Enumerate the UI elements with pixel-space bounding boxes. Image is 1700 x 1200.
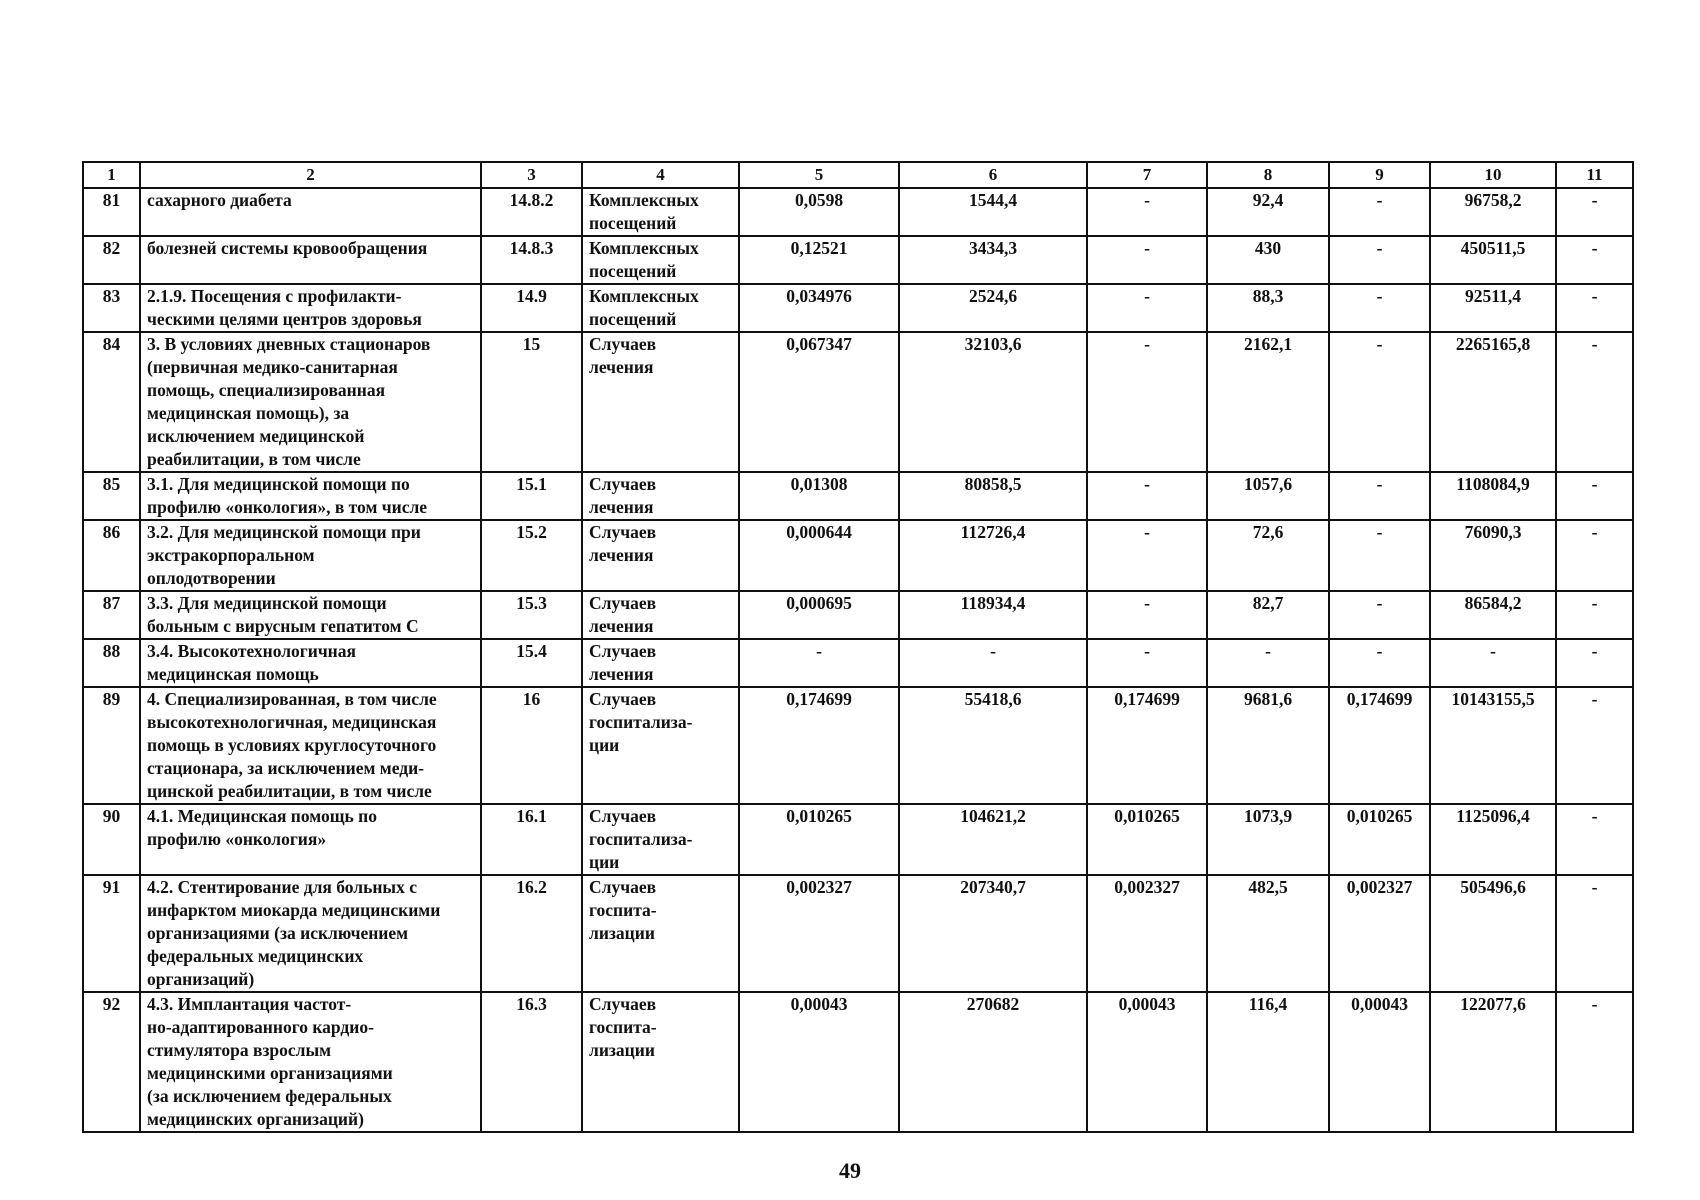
cell-col-10: 96758,2: [1430, 188, 1556, 236]
cell-col-5: 0,000644: [739, 520, 899, 591]
page-number: 49: [839, 1158, 861, 1183]
row-indicator-name: 2.1.9. Посещения с профилакти- ческими целями центров здоровья: [140, 284, 481, 332]
row-unit: Случаев лечения: [582, 332, 739, 472]
table-row: [83, 472, 1633, 520]
row-indicator-name: 3.4. Высокотехнологичная медицинская помощь: [140, 639, 481, 687]
table-row: [83, 520, 1633, 591]
row-number: 81: [83, 188, 140, 236]
row-unit: Случаев лечения: [582, 472, 739, 520]
row-code: 15.3: [481, 591, 582, 639]
cell-col-11: -: [1556, 591, 1633, 639]
cell-col-8: 72,6: [1207, 520, 1329, 591]
cell-col-8: -: [1207, 639, 1329, 687]
row-number: 89: [83, 687, 140, 804]
cell-col-10: 86584,2: [1430, 591, 1556, 639]
cell-col-7: -: [1087, 188, 1207, 236]
table-row: [83, 591, 1633, 639]
cell-col-6: 118934,4: [899, 591, 1087, 639]
cell-col-5: 0,0598: [739, 188, 899, 236]
cell-col-10: 10143155,5: [1430, 687, 1556, 804]
cell-col-7: -: [1087, 332, 1207, 472]
row-unit: Случаев лечения: [582, 520, 739, 591]
cell-col-8: 9681,6: [1207, 687, 1329, 804]
row-unit: Комплексных посещений: [582, 188, 739, 236]
cell-col-6: 104621,2: [899, 804, 1087, 875]
cell-col-8: 1057,6: [1207, 472, 1329, 520]
row-code: 16.1: [481, 804, 582, 875]
cell-col-9: 0,174699: [1329, 687, 1430, 804]
cell-col-7: -: [1087, 236, 1207, 284]
row-number: 86: [83, 520, 140, 591]
cell-col-10: -: [1430, 639, 1556, 687]
table-row: [83, 236, 1633, 284]
cell-col-6: 207340,7: [899, 875, 1087, 992]
row-indicator-name: 3.1. Для медицинской помощи по профилю «онкология», в том числе: [140, 472, 481, 520]
cell-col-11: -: [1556, 875, 1633, 992]
row-code: 14.8.3: [481, 236, 582, 284]
cell-col-9: 0,010265: [1329, 804, 1430, 875]
row-indicator-name: 3.3. Для медицинской помощи больным с вирусным гепатитом С: [140, 591, 481, 639]
row-unit: Случаев госпитализа- ции: [582, 804, 739, 875]
cell-col-11: -: [1556, 332, 1633, 472]
cell-col-5: 0,12521: [739, 236, 899, 284]
row-code: 14.9: [481, 284, 582, 332]
cell-col-7: -: [1087, 520, 1207, 591]
table-row: [83, 804, 1633, 875]
row-code: 16: [481, 687, 582, 804]
cell-col-8: 2162,1: [1207, 332, 1329, 472]
header-row: [83, 162, 1633, 188]
row-indicator-name: болезней системы кровообращения: [140, 236, 481, 284]
column-header: 8: [1207, 162, 1329, 188]
cell-col-6: 1544,4: [899, 188, 1087, 236]
cell-col-10: 450511,5: [1430, 236, 1556, 284]
cell-col-11: -: [1556, 284, 1633, 332]
cell-col-9: 0,002327: [1329, 875, 1430, 992]
cell-col-8: 1073,9: [1207, 804, 1329, 875]
table-body: [83, 188, 1633, 1132]
cell-col-9: -: [1329, 591, 1430, 639]
cell-col-7: 0,010265: [1087, 804, 1207, 875]
row-number: 82: [83, 236, 140, 284]
cell-col-6: 3434,3: [899, 236, 1087, 284]
cell-col-11: -: [1556, 992, 1633, 1132]
row-number: 84: [83, 332, 140, 472]
row-unit: Комплексных посещений: [582, 284, 739, 332]
cell-col-8: 92,4: [1207, 188, 1329, 236]
cell-col-5: 0,01308: [739, 472, 899, 520]
row-unit: Комплексных посещений: [582, 236, 739, 284]
cell-col-10: 92511,4: [1430, 284, 1556, 332]
row-code: 16.3: [481, 992, 582, 1132]
cell-col-9: -: [1329, 332, 1430, 472]
cell-col-5: 0,067347: [739, 332, 899, 472]
table-row: [83, 188, 1633, 236]
row-unit: Случаев лечения: [582, 591, 739, 639]
column-header: 1: [83, 162, 140, 188]
row-indicator-name: 4.2. Стентирование для больных с инфарктом миокарда медицинскими организациями (за исключением федеральных медицинских организаций): [140, 875, 481, 992]
row-indicator-name: сахарного диабета: [140, 188, 481, 236]
cell-col-5: 0,174699: [739, 687, 899, 804]
column-header: 9: [1329, 162, 1430, 188]
cell-col-10: 1125096,4: [1430, 804, 1556, 875]
cell-col-10: 2265165,8: [1430, 332, 1556, 472]
cell-col-10: 122077,6: [1430, 992, 1556, 1132]
cell-col-7: -: [1087, 591, 1207, 639]
cell-col-11: -: [1556, 687, 1633, 804]
row-indicator-name: 4.3. Имплантация частот- но-адаптированного кардио- стимулятора взрослым медицинскими организациями (за исключением федеральных медицинских организаций): [140, 992, 481, 1132]
cell-col-7: -: [1087, 472, 1207, 520]
row-code: 15.4: [481, 639, 582, 687]
data-table: [82, 161, 1634, 1133]
cell-col-5: 0,000695: [739, 591, 899, 639]
row-number: 91: [83, 875, 140, 992]
cell-col-11: -: [1556, 188, 1633, 236]
row-code: 15.1: [481, 472, 582, 520]
cell-col-7: 0,174699: [1087, 687, 1207, 804]
cell-col-5: -: [739, 639, 899, 687]
row-number: 90: [83, 804, 140, 875]
column-header: 7: [1087, 162, 1207, 188]
table-row: [83, 639, 1633, 687]
cell-col-9: -: [1329, 188, 1430, 236]
cell-col-6: 55418,6: [899, 687, 1087, 804]
cell-col-6: 32103,6: [899, 332, 1087, 472]
cell-col-10: 76090,3: [1430, 520, 1556, 591]
cell-col-8: 430: [1207, 236, 1329, 284]
cell-col-7: 0,002327: [1087, 875, 1207, 992]
cell-col-6: 112726,4: [899, 520, 1087, 591]
cell-col-8: 482,5: [1207, 875, 1329, 992]
cell-col-8: 116,4: [1207, 992, 1329, 1132]
cell-col-9: -: [1329, 236, 1430, 284]
cell-col-7: -: [1087, 284, 1207, 332]
column-header: 10: [1430, 162, 1556, 188]
row-number: 87: [83, 591, 140, 639]
row-number: 92: [83, 992, 140, 1132]
cell-col-11: -: [1556, 236, 1633, 284]
column-header: 11: [1556, 162, 1633, 188]
row-unit: Случаев лечения: [582, 639, 739, 687]
row-code: 14.8.2: [481, 188, 582, 236]
cell-col-5: 0,034976: [739, 284, 899, 332]
table-row: [83, 332, 1633, 472]
cell-col-5: 0,010265: [739, 804, 899, 875]
column-header: 6: [899, 162, 1087, 188]
row-indicator-name: 4. Специализированная, в том числе высокотехнологичная, медицинская помощь в условиях круглосуточного стационара, за исключением меди- цинской реабилитации, в том числе: [140, 687, 481, 804]
row-code: 15: [481, 332, 582, 472]
cell-col-8: 82,7: [1207, 591, 1329, 639]
cell-col-5: 0,00043: [739, 992, 899, 1132]
row-number: 88: [83, 639, 140, 687]
row-number: 83: [83, 284, 140, 332]
cell-col-6: 270682: [899, 992, 1087, 1132]
cell-col-6: 80858,5: [899, 472, 1087, 520]
row-indicator-name: 3.2. Для медицинской помощи при экстракорпоральном оплодотворении: [140, 520, 481, 591]
row-code: 16.2: [481, 875, 582, 992]
cell-col-6: 2524,6: [899, 284, 1087, 332]
cell-col-9: -: [1329, 472, 1430, 520]
table-row: [83, 284, 1633, 332]
row-code: 15.2: [481, 520, 582, 591]
cell-col-11: -: [1556, 804, 1633, 875]
cell-col-10: 505496,6: [1430, 875, 1556, 992]
cell-col-5: 0,002327: [739, 875, 899, 992]
row-unit: Случаев госпитализа- ции: [582, 687, 739, 804]
cell-col-11: -: [1556, 639, 1633, 687]
cell-col-9: -: [1329, 639, 1430, 687]
table-row: [83, 687, 1633, 804]
cell-col-7: -: [1087, 639, 1207, 687]
row-unit: Случаев госпита- лизации: [582, 992, 739, 1132]
row-indicator-name: 3. В условиях дневных стационаров (первичная медико-санитарная помощь, специализированная медицинская помощь), за исключением медицинской реабилитации, в том числе: [140, 332, 481, 472]
cell-col-10: 1108084,9: [1430, 472, 1556, 520]
table-row: [83, 992, 1633, 1132]
row-unit: Случаев госпита- лизации: [582, 875, 739, 992]
table-row: [83, 875, 1633, 992]
cell-col-11: -: [1556, 472, 1633, 520]
cell-col-6: -: [899, 639, 1087, 687]
column-header: 5: [739, 162, 899, 188]
column-header: 2: [140, 162, 481, 188]
row-number: 85: [83, 472, 140, 520]
row-indicator-name: 4.1. Медицинская помощь по профилю «онкология»: [140, 804, 481, 875]
cell-col-7: 0,00043: [1087, 992, 1207, 1132]
column-header: 4: [582, 162, 739, 188]
cell-col-9: -: [1329, 284, 1430, 332]
cell-col-11: -: [1556, 520, 1633, 591]
cell-col-9: -: [1329, 520, 1430, 591]
cell-col-8: 88,3: [1207, 284, 1329, 332]
column-header: 3: [481, 162, 582, 188]
cell-col-9: 0,00043: [1329, 992, 1430, 1132]
